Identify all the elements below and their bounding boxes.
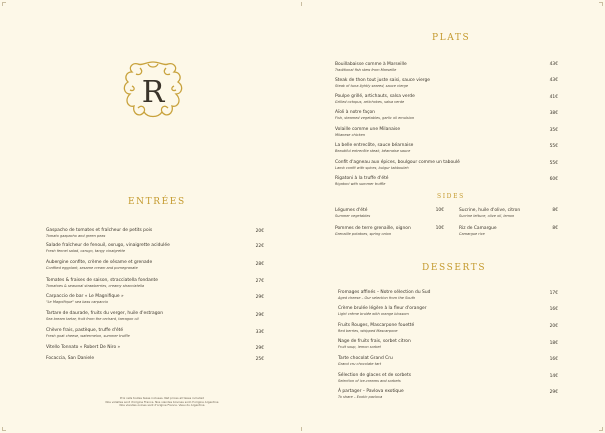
- price: 14€: [549, 374, 558, 379]
- list-item: Tartare de daurade, fruits du verger, huile d'estragon Sea bream tartar, fruit from the orchard, tarragon oil: [46, 311, 163, 321]
- list-item: Fromages affinés – Notre sélection du Sud Aged cheese – Our selection from the South: [338, 290, 431, 300]
- list-item: Salade fraîcheur de fenouil, oxrugo, vinaigrette acidulée Fresh fennel salad, oxrugo, tangy vinaigrette: [46, 243, 170, 253]
- list-item: Légumes d'été Summer vegetables: [335, 208, 371, 218]
- price: 43€: [549, 62, 558, 67]
- price: 29€: [255, 313, 264, 318]
- sides-title: SIDES: [437, 193, 465, 200]
- legal-notice: Prix nets toutes taxes incluses. Net prices all taxes included Nos volailles sont d'origine France. Nos viandes bovines sont d'origine Argentine Nos viandes ovines sont d'origine France. Veau du Argentina: [105, 396, 219, 408]
- list-item: Pommes de terre grenaille, oignon Grenaille potatoes, spring onion: [335, 226, 411, 236]
- desserts-title: DESSERTS: [422, 263, 487, 273]
- list-item: Riz de Camargue Camargue rice: [459, 226, 497, 236]
- list-item: Aïoli à notre façon Fish, steamed vegetables, garlic oil emulsion: [335, 110, 415, 120]
- list-item: Focaccia, San Daniele: [46, 356, 95, 361]
- price: 60€: [549, 177, 558, 182]
- crop-mark: [2, 2, 6, 6]
- price: 10€: [435, 208, 444, 213]
- monogram-logo: [118, 56, 188, 126]
- list-item: La belle entrecôte, sauce béarnaise Beautiful entrecôte steak, béarnaise sauce: [335, 143, 414, 153]
- svg-text:R: R: [141, 75, 165, 110]
- crop-mark: [301, 2, 305, 6]
- price: 38€: [549, 111, 558, 116]
- price: 35€: [549, 128, 558, 133]
- price: 16€: [549, 357, 558, 362]
- list-item: Vitello Tonnato « Robert De Niro »: [46, 345, 121, 350]
- plats-title: PLATS: [432, 33, 471, 43]
- list-item: À partager – Pavlova exotique To share – Exotic pavlova: [338, 389, 404, 399]
- list-item: Aubergine confite, crème de sésame et grenade Confited eggplant, sesame cream and pomegranate: [46, 260, 153, 270]
- entrees-title: ENTRÉES: [128, 197, 186, 207]
- list-item: Carpaccio de bar « Le Magnifique » "Le Magnifique" sea bass carpaccio: [46, 294, 124, 304]
- price: 20€: [255, 229, 264, 234]
- list-item: Steak de thon tout juste saisi, sauce vierge Steak of tuna lightly seared, sauce vierge: [335, 78, 431, 88]
- price: 16€: [549, 307, 558, 312]
- list-item: Volaille comme une Milanaise Milanese chicken: [335, 127, 401, 137]
- price: 20€: [549, 324, 558, 329]
- price: 55€: [549, 144, 558, 149]
- price: 8€: [552, 226, 558, 231]
- price: 43€: [549, 78, 558, 83]
- crop-mark: [599, 427, 603, 431]
- price: 18€: [549, 341, 558, 346]
- price: 10€: [435, 226, 444, 231]
- list-item: Chèvre frais, pastèque, truffe d'été Fresh goat cheese, watermelon, summer truffle: [46, 328, 130, 338]
- price: 33€: [255, 330, 264, 335]
- list-item: Sélection de glaces et de sorbets Selection of ice-creams and sorbets: [338, 373, 411, 383]
- list-item: Sucrine, huile d'olive, citron Sucrine lettuce, olive oil, lemon: [459, 208, 521, 218]
- list-item: Tomates & fraises de saison, stracciatella fondante Tomatoes & seasonal strawberries, creamy stracciatella: [46, 278, 158, 288]
- list-item: Tarte chocolat Grand Cru Grand cru chocolate tart: [338, 356, 393, 366]
- crop-mark: [2, 427, 6, 431]
- price: 8€: [552, 208, 558, 213]
- price: 29€: [255, 295, 264, 300]
- crop-mark: [301, 427, 305, 431]
- price: 22€: [255, 244, 264, 249]
- price: 55€: [549, 161, 558, 166]
- list-item: Fruits Rouges, Mascarpone fouetté Red berries, whipped Mascarpone: [338, 323, 415, 333]
- price: 25€: [255, 357, 264, 362]
- list-item: Rigatoni à la truffe d'été Rigatoni with summer truffle: [335, 176, 389, 186]
- list-item: Confit d'agneau aux épices, boulgour comme un taboulé Lamb confit with spices, bulgur tabbouleh: [335, 160, 460, 170]
- price: 27€: [255, 279, 264, 284]
- crop-mark: [599, 2, 603, 6]
- price: 41€: [549, 95, 558, 100]
- list-item: Bouillabaisse comme à Marseille Traditional fish stew from Marseille: [335, 62, 407, 72]
- price: 29€: [549, 390, 558, 395]
- price: 28€: [255, 262, 264, 267]
- list-item: Crème brulée légère à la fleur d'oranger Light crème brulée with orange blossom: [338, 306, 427, 316]
- price: 17€: [549, 291, 558, 296]
- list-item: Gaspacho de tomates et fraîcheur de petits pois Tomato gazpacho and green peas: [46, 228, 153, 238]
- price: 29€: [255, 346, 264, 351]
- list-item: Nage de fruits frais, sorbet citron Fruit soup, lemon sorbet: [338, 339, 411, 349]
- list-item: Poulpe grillé, artichauts, salsa verde Grilled octopus, artichokes, salsa verde: [335, 94, 415, 104]
